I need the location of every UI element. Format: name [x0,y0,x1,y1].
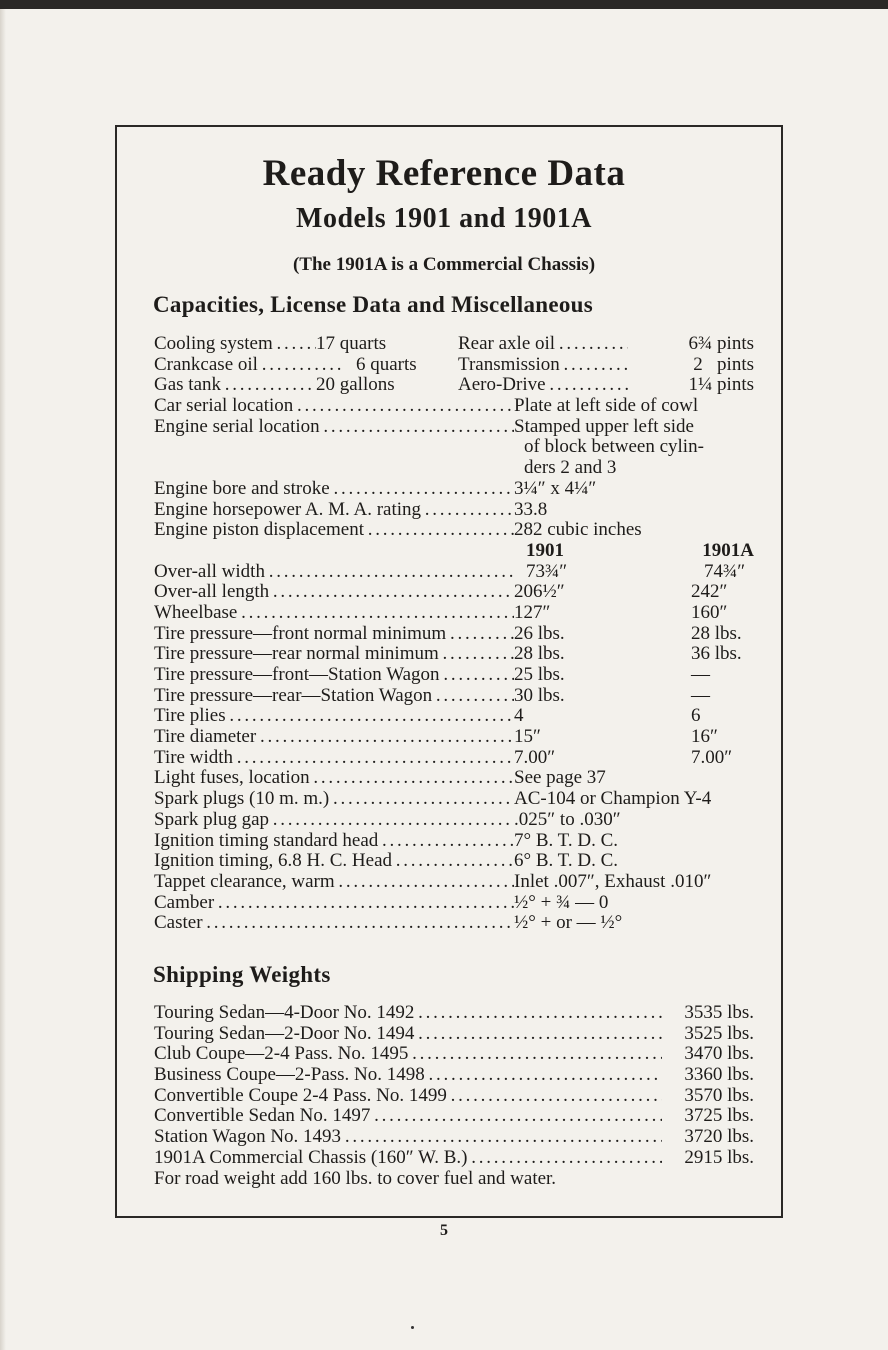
row-value: 2915 lbs. [684,1146,754,1168]
row-label: Spark plug gap . . . [154,810,514,831]
row-label: Tire pressure—front normal minimum . . . [154,624,514,645]
shipping-row [154,1106,754,1127]
row-label: Light fuses, location . . . [154,768,514,789]
data-row [154,789,754,810]
value-1901: 15″ [514,726,541,748]
data-row [154,396,754,417]
capacities-table [154,334,754,934]
model-header-1901: 1901 [526,539,564,561]
row-value: See page 37 [514,767,606,789]
value-1901A: 242″ [691,581,728,603]
value-1901: 30 lbs. [514,684,565,706]
row-value: ders 2 and 3 [524,457,617,479]
model-row [154,624,754,645]
row-label: Tire pressure—rear normal minimum . . . [154,644,514,665]
row-label: Wheelbase . . . [154,603,514,624]
row-value: ½° + or — ½° [514,912,623,934]
shipping-row [154,1065,754,1086]
row-value: 6¾ pints [688,333,754,354]
data-row [154,851,754,872]
value-1901A: 6 [691,705,701,727]
row-label: Tire plies . . . [154,706,514,727]
row-label: Car serial location . . . [154,396,514,417]
shipping-row [154,1044,754,1065]
row-label: Tire pressure—front—Station Wagon . . . [154,665,514,686]
row-value: 3535 lbs. [684,1002,754,1023]
capacity-pair-row [154,375,754,396]
shipping-row [154,1086,754,1107]
shipping-row [154,1148,754,1169]
value-1901A: 16″ [691,726,718,748]
value-1901A: — [691,664,710,685]
row-label: Transmission . . . [458,355,628,376]
row-value: 7° B. T. D. C. [514,829,619,851]
row-value: Plate at left side of cowl [514,395,699,417]
value-1901A: 160″ [691,601,728,623]
row-label: Rear axle oil . . . [458,334,628,355]
row-value: 3720 lbs. [684,1126,754,1148]
data-row [154,893,754,914]
value-1901A: 28 lbs. [691,622,742,644]
model-row [154,603,754,624]
capacity-pair-row [154,355,754,376]
row-label: Aero-Drive . . . [458,375,628,396]
row-value: of block between cylin- [524,436,704,458]
data-row [154,417,754,438]
shipping-footnote [154,1169,754,1190]
value-1901A: 7.00″ [691,746,733,768]
capacity-pair-row [154,334,754,355]
row-label: Touring Sedan—4-Door No. 1492 . . . [154,1003,662,1024]
row-label: Convertible Coupe 2-4 Pass. No. 1499 . . . [154,1086,662,1107]
data-row [154,913,754,934]
page-number: 5 [440,1222,448,1239]
row-value: ½° + ¾ — 0 [514,891,609,913]
row-label: Camber . . . [154,893,514,914]
row-value: 33.8 [514,498,548,520]
row-value: 20 gallons [316,374,395,396]
model-row [154,727,754,748]
data-row [154,768,754,789]
row-label: Station Wagon No. 1493 . . . [154,1127,662,1148]
model-header-1901A: 1901A [702,539,754,561]
capacities-heading: Capacities, License Data and Miscellaneous [153,292,593,317]
row-label: Engine horsepower A. M. A. rating . . . [154,500,514,521]
value-1901: 127″ [514,601,551,623]
row-label: Caster . . . [154,913,514,934]
value-1901A: 36 lbs. [691,643,742,665]
model-row [154,562,754,583]
row-label: Engine piston displacement . . . [154,520,514,541]
row-value: Inlet .007″, Exhaust .010″ [514,870,712,892]
shipping-row [154,1127,754,1148]
value-1901: 26 lbs. [514,622,565,644]
value-1901: 25 lbs. [514,664,565,685]
model-row [154,706,754,727]
row-value: 3725 lbs. [684,1105,754,1127]
row-label: Engine bore and stroke . . . [154,479,514,500]
row-label: Gas tank . . . [154,375,316,396]
row-value: Stamped upper left side [514,415,694,437]
row-value: 282 cubic inches [514,519,642,541]
row-label: Tire diameter . . . [154,727,514,748]
row-label: Ignition timing, 6.8 H. C. Head . . . [154,851,514,872]
model-row [154,686,754,707]
scan-top-edge [0,0,888,9]
row-value: 3470 lbs. [684,1043,754,1065]
footnote-text: For road weight add 160 lbs. to cover fuel and water. [154,1167,557,1189]
row-label: Engine serial location . . . [154,417,514,438]
row-value: 3¼″ x 4¼″ [514,477,597,499]
data-row-continuation [154,458,754,479]
value-1901A: 74¾″ [704,560,746,582]
row-label: Convertible Sedan No. 1497 . . . [154,1106,662,1127]
data-row [154,520,754,541]
row-value: 2 pints [693,353,754,375]
model-header-row [154,541,754,562]
row-label: Ignition timing standard head . . . [154,831,514,852]
value-1901: 4 [514,705,524,727]
row-label: Crankcase oil . . . [154,355,344,376]
value-1901: 73¾″ [526,560,568,582]
row-label: Tappet clearance, warm . . . [154,872,514,893]
row-label: Club Coupe—2-4 Pass. No. 1495 . . . [154,1044,662,1065]
shipping-heading: Shipping Weights [153,962,331,987]
model-row [154,582,754,603]
model-row [154,644,754,665]
page-subtitle: Models 1901 and 1901A [296,203,592,234]
row-label: Over-all length . . . [154,582,514,603]
page-note: (The 1901A is a Commercial Chassis) [292,254,596,275]
value-1901: 28 lbs. [514,643,565,665]
row-value: 3570 lbs. [684,1084,754,1106]
shipping-row [154,1024,754,1045]
value-1901: 7.00″ [514,746,556,768]
data-row [154,831,754,852]
data-row [154,500,754,521]
data-row [154,872,754,893]
data-row [154,810,754,831]
row-value: 6° B. T. D. C. [514,850,619,872]
row-value: AC-104 or Champion Y-4 [514,788,712,810]
row-label: Business Coupe—2-Pass. No. 1498 . . . [154,1065,662,1086]
value-1901A: — [691,684,710,706]
model-row [154,748,754,769]
data-row-continuation [154,437,754,458]
row-label: 1901A Commercial Chassis (160″ W. B.) . . . [154,1148,662,1169]
row-value: 3360 lbs. [684,1064,754,1086]
data-row [154,479,754,500]
model-row [154,665,754,686]
shipping-table [154,1003,754,1189]
row-label: Over-all width . . . [154,562,514,583]
row-label: Touring Sedan—2-Door No. 1494 . . . [154,1024,662,1045]
page-title: Ready Reference Data [262,153,626,194]
row-value: 6 quarts [356,353,417,375]
row-value: 1¼ pints [688,374,754,396]
shipping-row [154,1003,754,1024]
scan-speck [411,1326,414,1329]
row-label: Tire pressure—rear—Station Wagon . . . [154,686,514,707]
row-label: Spark plugs (10 m. m.) . . . [154,789,514,810]
value-1901: 206½″ [514,581,565,603]
row-value: 17 quarts [316,333,387,354]
row-value: .025″ to .030″ [514,808,621,830]
row-value: 3525 lbs. [684,1022,754,1044]
row-label: Tire width . . . [154,748,514,769]
row-label: Cooling system . . . [154,334,316,355]
